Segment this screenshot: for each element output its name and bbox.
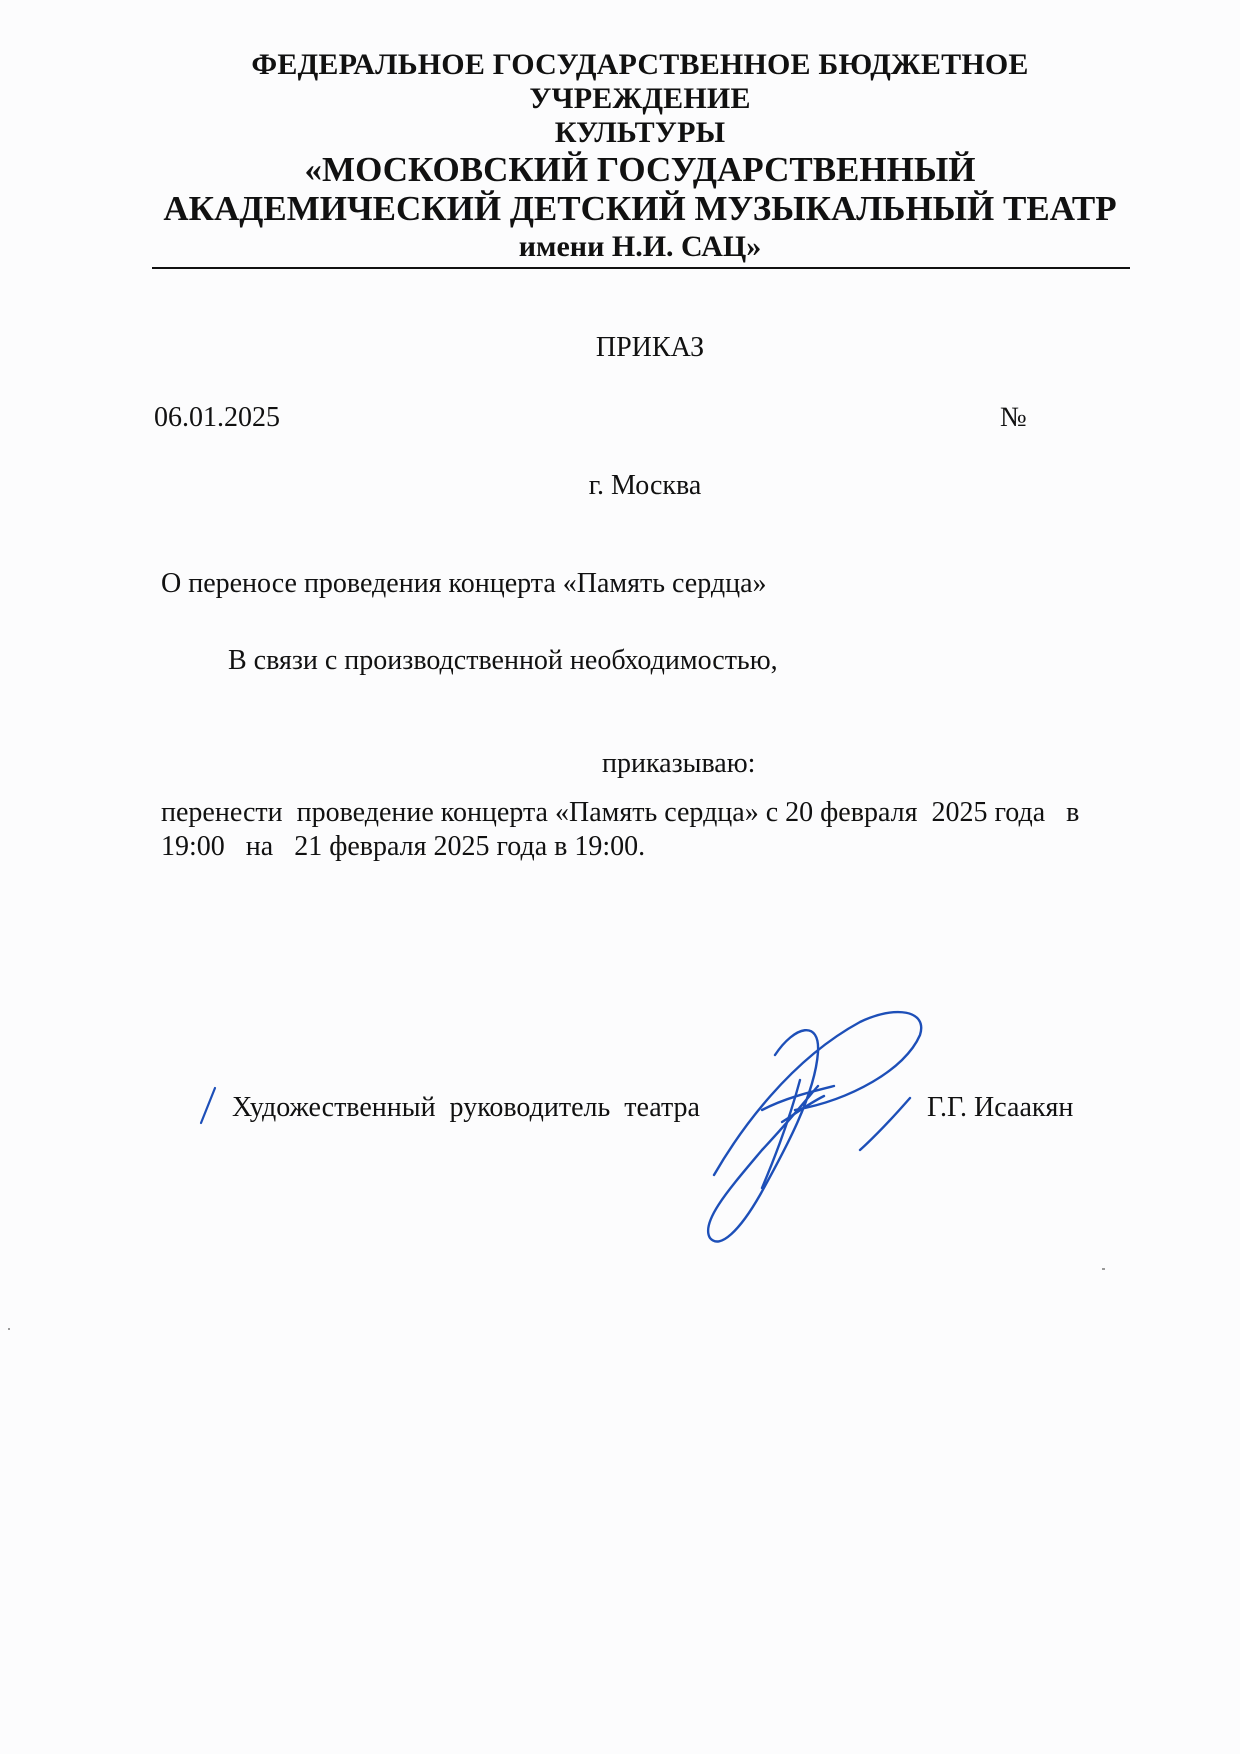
document-number-label: № — [1000, 402, 1027, 433]
organization-name-line-2: КУЛЬТУРЫ — [554, 116, 726, 149]
header-divider — [152, 267, 1130, 269]
document-date: 06.01.2025 — [154, 402, 280, 433]
organization-name-line-4: АКАДЕМИЧЕСКИЙ ДЕТСКИЙ МУЗЫКАЛЬНЫЙ ТЕАТР — [163, 189, 1117, 228]
document-subject: О переносе проведения концерта «Память сердца» — [161, 568, 767, 599]
signatory-position: Художественный руководитель театра — [232, 1092, 700, 1123]
scan-speck — [8, 1328, 10, 1330]
handwritten-signature — [700, 1000, 950, 1260]
organization-name-line-5: имени Н.И. САЦ» — [518, 230, 762, 263]
scan-speck — [1102, 1268, 1105, 1270]
approval-tick-mark — [196, 1085, 220, 1127]
order-body — [161, 796, 1121, 864]
signatory-name: Г.Г. Исаакян — [927, 1092, 1074, 1123]
organization-name-line-3: «МОСКОВСКИЙ ГОСУДАРСТВЕННЫЙ — [304, 150, 976, 189]
organization-name-line-1: ФЕДЕРАЛЬНОЕ ГОСУДАРСТВЕННОЕ БЮДЖЕТНОЕ УЧРЕЖДЕНИЕ — [251, 48, 1029, 115]
order-verb: приказываю: — [602, 748, 756, 779]
order-preamble: В связи с производственной необходимостью, — [228, 645, 778, 676]
organization-header — [140, 48, 1140, 266]
document-city: г. Москва — [588, 470, 702, 501]
order-body-line-1: перенести проведение концерта «Память сердца» с 20 февраля 2025 года в — [161, 797, 1080, 828]
document-type-title: ПРИКАЗ — [595, 332, 705, 363]
order-body-line-2: 19:00 на 21 февраля 2025 года в 19:00. — [161, 831, 646, 862]
